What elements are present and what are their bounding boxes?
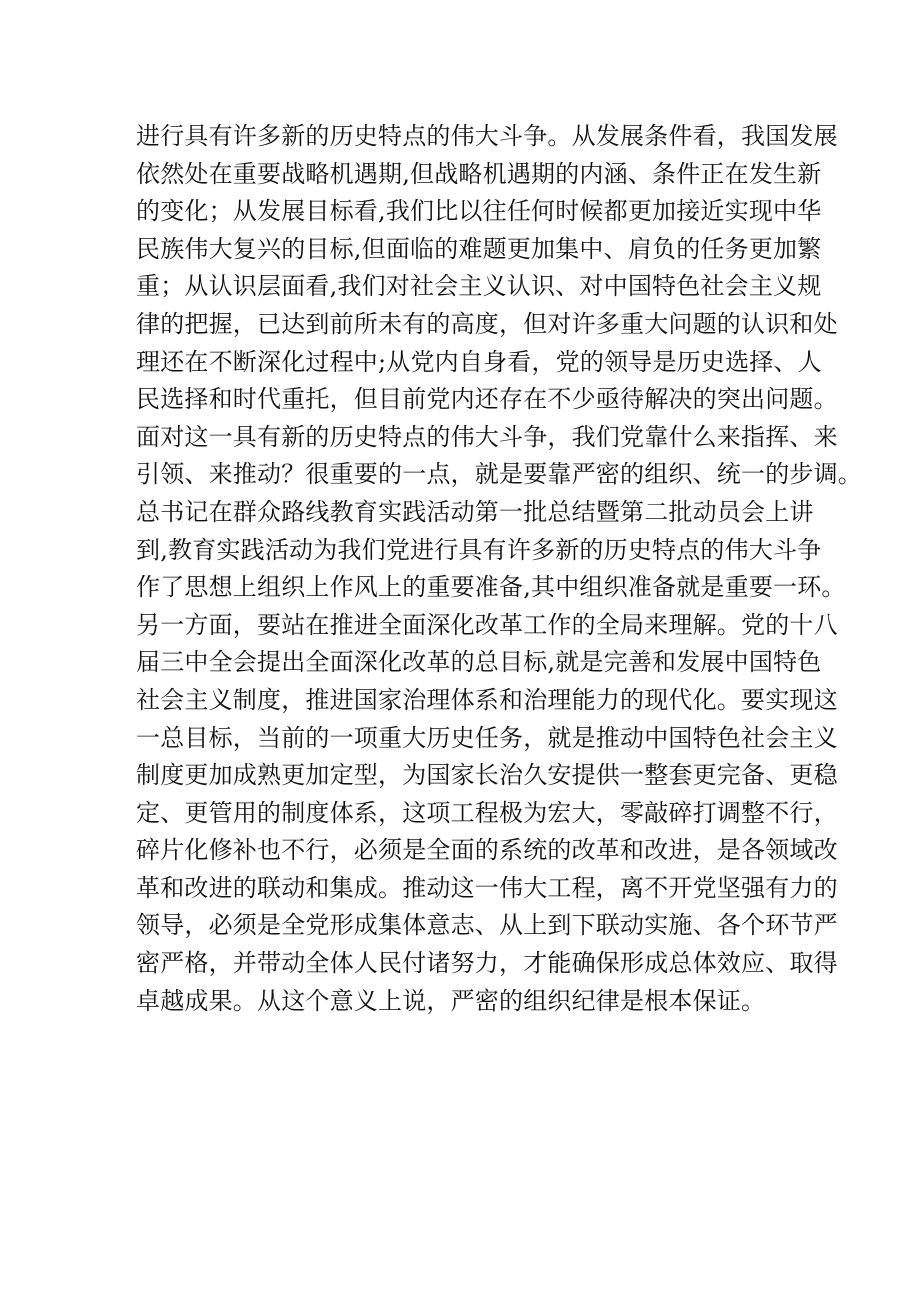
text-line-2: 依然处在重要战略机遇期,但战略机遇期的内涵、条件正在发生新 — [136, 159, 822, 188]
text-line-17: 一总目标，当前的一项重大历史任务，就是推动中国特色社会主义 — [136, 723, 838, 752]
text-line-9: 面对这一具有新的历史特点的伟大斗争，我们党靠什么来指挥、来 — [136, 422, 838, 451]
text-line-1: 进行具有许多新的历史特点的伟大斗争。从发展条件看，我国发展 — [136, 122, 838, 150]
text-line-3: 的变化；从发展目标看,我们比以往任何时候都更加接近实现中华 — [136, 197, 822, 226]
text-line-22: 领导，必须是全党形成集体意志、从上到下联动实施、各个环节严 — [136, 911, 838, 940]
text-line-12: 到,教育实践活动为我们党进行具有许多新的历史特点的伟大斗争 — [136, 535, 822, 564]
text-line-5: 重；从认识层面看,我们对社会主义认识、对中国特色社会主义规 — [136, 272, 822, 301]
body-text — [136, 118, 862, 1020]
text-line-6: 律的把握，已达到前所未有的高度，但对许多重大问题的认识和处 — [136, 309, 838, 338]
text-line-4: 民族伟大复兴的目标,但面临的难题更加集中、肩负的任务更加繁 — [136, 234, 822, 263]
text-line-20: 碎片化修补也不行，必须是全面的系统的改革和改进，是各领域改 — [136, 836, 838, 865]
text-line-8: 民选择和时代重托，但目前党内还存在不少亟待解决的突出问题。 — [136, 385, 838, 414]
text-line-14: 另一方面，要站在推进全面深化改革工作的全局来理解。党的十八 — [136, 610, 838, 639]
text-line-18: 制度更加成熟更加定型，为国家长治久安提供一整套更完备、更稳 — [136, 761, 838, 790]
text-line-11: 总书记在群众路线教育实践活动第一批总结暨第二批动员会上讲 — [136, 497, 814, 526]
text-line-16: 社会主义制度，推进国家治理体系和治理能力的现代化。要实现这 — [136, 685, 838, 714]
text-line-7: 理还在不断深化过程中;从党内自身看，党的领导是历史选择、人 — [136, 347, 822, 376]
text-line-13: 作了思想上组织上作风上的重要准备,其中组织准备就是重要一环。 — [136, 573, 846, 602]
text-line-10: 引领、来推动？很重要的一点，就是要靠严密的组织、统一的步调。 — [136, 460, 862, 489]
text-line-24: 卓越成果。从这个意义上说，严密的组织纪律是根本保证。 — [136, 986, 766, 1015]
text-line-19: 定、更管用的制度体系，这项工程极为宏大，零敲碎打调整不行， — [136, 798, 838, 827]
text-line-15: 届三中全会提出全面深化改革的总目标,就是完善和发展中国特色 — [136, 648, 822, 677]
text-line-23: 密严格，并带动全体人民付诸努力，才能确保形成总体效应、取得 — [136, 949, 838, 978]
text-line-21: 革和改进的联动和集成。推动这一伟大工程，离不开党坚强有力的 — [136, 873, 838, 902]
